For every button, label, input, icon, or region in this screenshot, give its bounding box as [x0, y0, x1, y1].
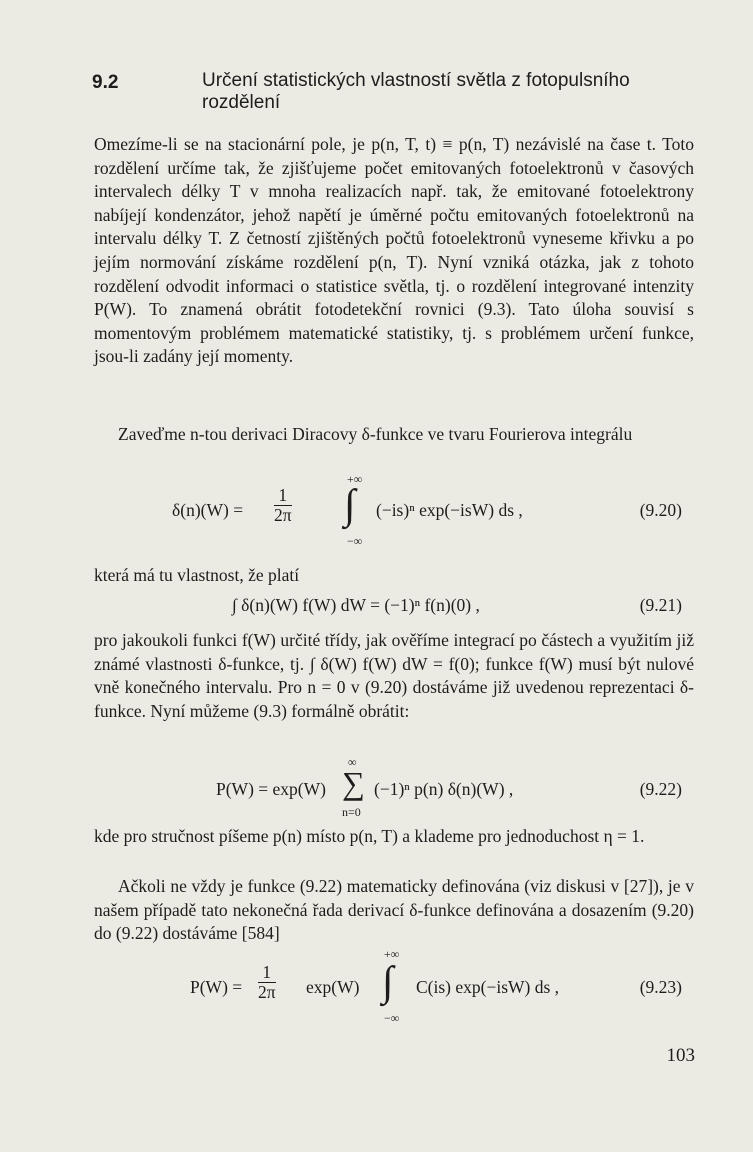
eq920-upper-limit: +∞ [347, 472, 363, 486]
eq921-number: (9.21) [639, 595, 682, 615]
eq920-frac-num: 1 [274, 486, 292, 506]
equation-9-20 [94, 470, 694, 550]
eq922-lhs: P(W) = exp(W) [216, 779, 326, 799]
eq923-frac-num: 1 [258, 963, 276, 983]
eq923-lhs: P(W) = [190, 977, 243, 997]
eq920-lower-limit: −∞ [347, 534, 363, 548]
section-title-line-1: Určení statistických vlastností světla z fotopulsního [202, 70, 630, 91]
eq923-mid: exp(W) [306, 977, 360, 997]
paragraph-6: Ačkoli ne vždy je funkce (9.22) matematicky definována (viz diskusi v [27]), je v našem případě tato nekonečná řada derivací δ-funkce definována a dosazením (9.20) do (9.22) dostáváme [584] [94, 876, 694, 944]
paragraph-5: kde pro stručnost píšeme p(n) místo p(n, T) a klademe pro jednoduchost η = 1. [94, 826, 645, 846]
equation-9-22 [94, 755, 694, 819]
eq923-number: (9.23) [639, 977, 682, 997]
eq923-lower-limit: −∞ [384, 1011, 400, 1025]
eq922-rhs: (−1)ⁿ p(n) δ(n)(W) , [374, 779, 514, 799]
equation-9-23 [94, 945, 694, 1027]
eq923-integrand: C(is) exp(−isW) ds , [416, 977, 560, 997]
section-number: 9.2 [92, 72, 119, 93]
paragraph-3: která má tu vlastnost, že platí [94, 565, 300, 585]
eq920-frac-den: 2π [274, 505, 292, 525]
paragraph-4: pro jakoukoli funkci f(W) určité třídy, jak ověříme integrací po částech a využitím již známé vlastnosti δ-funkce, tj. ∫ δ(W) f(W) dW = f(0); funkce f(W) musí být nulové vně konečného intervalu. Pro n = 0 v (9.20) dostáváme již uvedenou reprezentaci δ-funkce. Nyní můžeme (9.3) formálně obrátit: [94, 630, 694, 721]
eq920-lhs: δ(n)(W) = [172, 500, 244, 520]
eq920-number: (9.20) [639, 500, 682, 520]
eq922-number: (9.22) [639, 779, 682, 799]
eq921-body: ∫ δ(n)(W) f(W) dW = (−1)ⁿ f(n)(0) , [232, 595, 480, 615]
eq923-upper-limit: +∞ [384, 947, 400, 961]
equation-9-21 [94, 595, 694, 623]
eq920-fraction [270, 486, 296, 525]
eq922-sigma: ∑ [342, 765, 365, 801]
section-title [202, 70, 702, 114]
eq922-upper-limit: ∞ [348, 755, 357, 769]
section-title-line-2: rozdělení [202, 92, 281, 113]
eq922-lower-limit: n=0 [342, 805, 361, 819]
paragraph-1: Omezíme-li se na stacionární pole, je p(n, T, t) ≡ p(n, T) nezávislé na čase t. Toto rozdělení určíme tak, že zjišťujeme počet emitovaných fotoelektronů v časových intervalech délky T v mnoha realizacích např. tak, že emitované fotoelektrony nabíjejí kondenzátor, jehož napětí je úměrné počtu emitovaných fotoelektronů na intervalu délky T. Z četností zjištěných počtů fotoelektronů vyneseme křivku a po jejím normování získáme rozdělení p(n, T). Nyní vzniká otázka, jak z tohoto rozdělení odvodit informaci o statistice světla, tj. o rozdělení integrované intenzity P(W). To znamená obrátit fotodetekční rovnici (9.3). Tato úloha souvisí s momentovým problémem matematické statistiky, tj. s problémem určení funkce, jsou-li zadány její momenty. [94, 134, 694, 367]
eq920-integrand: (−is)ⁿ exp(−isW) ds , [376, 500, 523, 520]
page-number: 103 [666, 1045, 695, 1066]
paragraph-2: Zaveďme n-tou derivaci Diracovy δ-funkce ve tvaru Fourierova integrálu [118, 424, 633, 444]
eq923-fraction [254, 963, 280, 1002]
eq920-integral-sign: ∫ [344, 482, 356, 528]
eq923-frac-den: 2π [258, 982, 276, 1002]
eq923-integral-sign: ∫ [382, 959, 394, 1005]
